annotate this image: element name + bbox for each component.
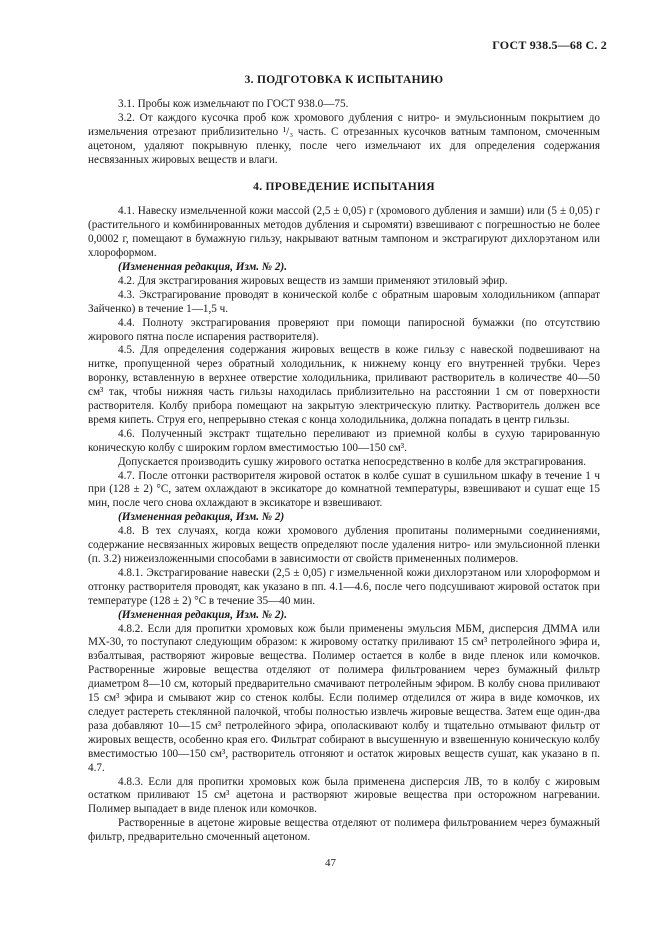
para-4-6-note: Допускается производить сушку жирового остатка непосредственно в колбе для экстрагирования.	[118, 455, 587, 468]
para-4-4: 4.4. Полноту экстрагирования проверяют при помощи папиросной бумажки (по отсутствию жирового пятна после испарения растворителя).	[88, 316, 600, 343]
section-3-title: 3. ПОДГОТОВКА К ИСПЫТАНИЮ	[244, 74, 444, 86]
page-number: 47	[325, 857, 336, 869]
para-4-6: 4.6. Полученный экстракт тщательно переливают из приемной колбы в сухую тарированную коническую колбу с широким горлом вместимостью 100—150 см³.	[88, 427, 600, 454]
revision-note: (Измененная редакция, Изм. № 2)	[118, 511, 285, 524]
revision-note: (Измененная редакция, Изм. № 2).	[118, 260, 287, 273]
section-4-title: 4. ПРОВЕДЕНИЕ ИСПЫТАНИЯ	[253, 181, 435, 194]
para-4-8: 4.8. В тех случаях, когда кожи хромового дубления пропитаны полимерными соединениями, содержание несвязанных жировых веществ определяют после удаления нитро- или эмульсионной пленки (п. 3.2) нижеизложенными способами в зависимости от свойств примененных полимеров.	[88, 525, 600, 565]
document-code: ГОСТ 938.5—68 С. 2	[492, 38, 607, 52]
para-4-2: 4.2. Для экстрагирования жировых веществ из замши применяют этиловый эфир.	[118, 274, 508, 287]
para-4-8-2: 4.8.2. Если для пропитки хромовых кож были применены эмульсия МБМ, дисперсия ДММА или МХ-30, то поступают следующим образом: к жировому остатку приливают 15 см³ петролейного эфира и, взбалтывая, растворяют жировые вещества. Полимер остается в колбе в виде пленок или комочков. Растворенные жировые вещества отделяют от полимера фильтрованием через бумажный фильтр диаметром 8—10 см, который предварительно смачивают петролейным эфиром. В колбу снова приливают 15 см³ эфира и смывают жир со стенок колбы. Если полимер отделился от жира в виде комочков, их следует растереть стеклянной палочкой, чтобы полностью извлечь жировые вещества. Затем еще один-два раза добавляют 10—15 см³ петролейного эфира, ополаскивают колбу и тщательно отмывают фильтр от жировых веществ, особенно края его. Фильтрат собирают в высушенную и взвешенную коническую колбу вместимостью 100—150 см³, растворитель отгоняют и остаток жировых веществ сушат, как указано в п. 4.7.	[88, 622, 600, 774]
para-4-1: 4.1. Навеску измельченной кожи массой (2,5 ± 0,05) г (хромового дубления и замши) или (5 ± 0,05) г (растительного и комбинированных методов дубления и сыромяти) взвешивают с погрешностью не более 0,0002 г, помещают в бумажную гильзу, накрывают ватным тампоном и экстрагируют дихлорэтаном или хлороформом.	[88, 205, 600, 260]
para-3-2: 3.2. От каждого кусочка проб кож хромового дубления с нитро- и эмульсионным покрытием до измельчения отрезают приблизительно ¹/₃ часть. С отрезанных кусочков ватным тампоном, смоченным ацетоном, удаляют покрывную пленку, после чего измельчают их для определения содержания несвязанных жировых веществ и влаги.	[88, 111, 600, 166]
para-3-1: 3.1. Пробы кож измельчают по ГОСТ 938.0—75.	[118, 97, 349, 110]
para-4-3: 4.3. Экстрагирование проводят в конической колбе с обратным шаровым холодильником (аппарат Зайченко) в течение 1—1,5 ч.	[88, 288, 600, 315]
para-4-8-3-cont: Растворенные в ацетоне жировые вещества отделяют от полимера фильтрованием через бумажный фильтр, предварительно смоченный ацетоном.	[88, 817, 600, 844]
para-4-7: 4.7. После отгонки растворителя жировой остаток в колбе сушат в сушильном шкафу в течение 1 ч при (128 ± 2) °С, затем охлаждают в эксикаторе до комнатной температуры, взвешивают и сушат еще 15 мин, после чего снова охлаждают в эксикаторе и взвешивают.	[88, 469, 600, 510]
revision-note: (Измененная редакция, Изм. № 2).	[118, 608, 287, 621]
para-4-8-1: 4.8.1. Экстрагирование навески (2,5 ± 0,05) г измельченной кожи дихлорэтаном или хлороформом и отгонку растворителя проводят, как указано в пп. 4.1—4.6, после чего подсушивают жировой остаток при температуре (128 ± 2) °С в течение 35—40 мин.	[88, 566, 600, 607]
para-4-8-3: 4.8.3. Если для пропитки хромовых кож была применена дисперсия ЛВ, то в колбу с жировым остатком приливают 15 см³ ацетона и растворяют жировые вещества при осторожном нагревании. Полимер выпадает в виде пленок или комочков.	[88, 775, 600, 816]
para-4-5: 4.5. Для определения содержания жировых веществ в коже гильзу с навеской подвешивают на нитке, пропущенной через обратный холодильник, к нижнему концу его внутренней трубки. Через воронку, вставленную в верхнее отверстие холодильника, приливают растворитель в количестве 40—50 см³ так, чтобы нижняя часть гильзы находилась приблизительно на расстоянии 1 см от поверхности растворителя. Колбу прибора помещают на закрытую электрическую плитку. Растворитель должен все время кипеть. Струя его, непрерывно стекая с конца холодильника, должна попадать в центр гильзы.	[88, 344, 600, 426]
page-body	[88, 74, 600, 845]
